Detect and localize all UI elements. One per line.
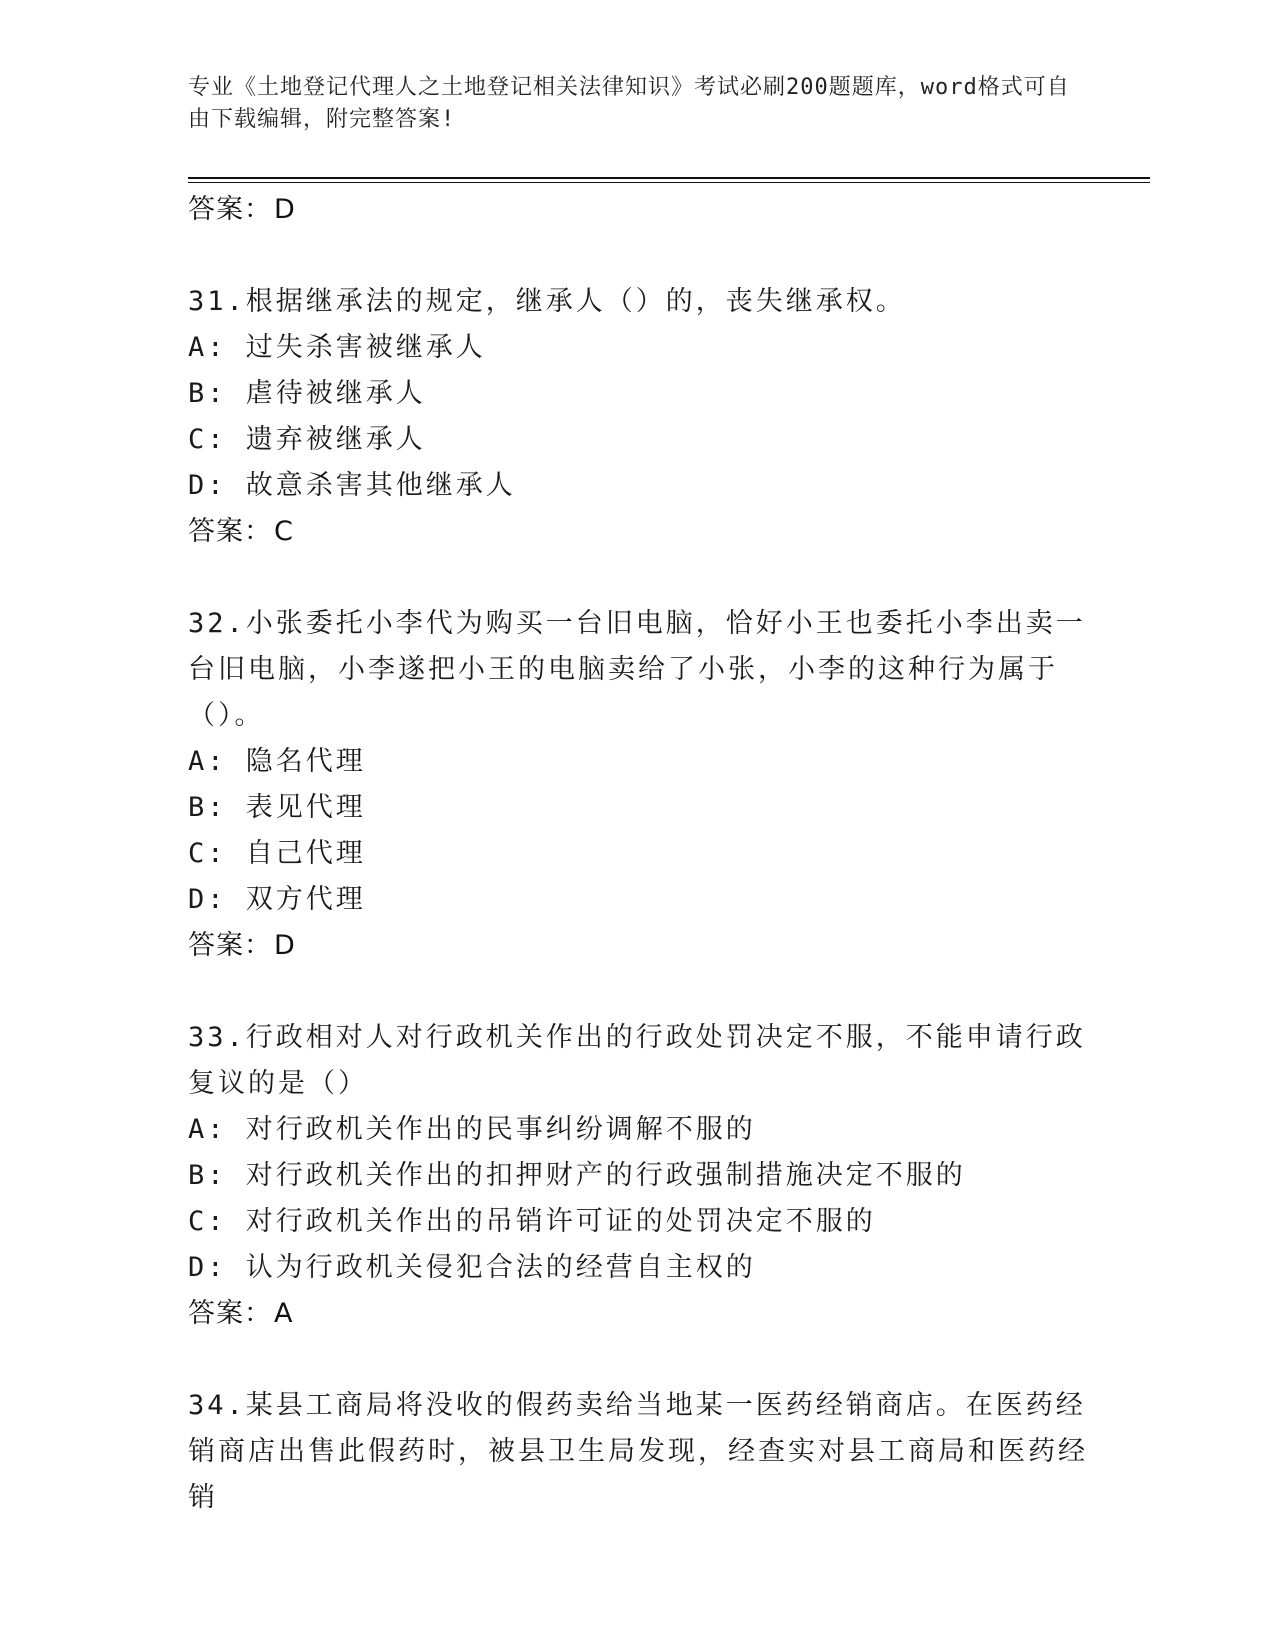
option-b: B: 表见代理 [188,792,366,823]
option-c: C: 自己代理 [188,838,366,869]
answer-value: C [274,516,294,547]
header-rule-thick [188,177,1150,179]
answer-line [188,187,1088,233]
question-text: 33.行政相对人对行政机关作出的行政处罚决定不服，不能申请行政复议的是（） [188,1022,1086,1099]
option-c: C: 对行政机关作出的吊销许可证的处罚决定不服的 [188,1206,876,1237]
question-text: 34.某县工商局将没收的假药卖给当地某一医药经销商店。在医药经销商店出售此假药时，被县卫生局发现，经查实对县工商局和医药经销 [188,1390,1088,1513]
question-31 [188,279,1088,555]
option-a: A: 对行政机关作出的民事纠纷调解不服的 [188,1114,756,1145]
answer-label: 答案： [188,516,272,547]
question-33 [188,1015,1088,1337]
answer-label: 答案： [188,194,272,225]
header-rule-thin [188,182,1150,183]
answer-line [188,1291,1088,1337]
option-a: A: 隐名代理 [188,746,366,777]
option-a: A: 过失杀害被继承人 [188,332,486,363]
option-b: B: 虐待被继承人 [188,378,426,409]
option-d: D: 双方代理 [188,884,366,915]
answer-line [188,923,1088,969]
question-32 [188,601,1088,969]
option-d: D: 故意杀害其他继承人 [188,470,516,501]
answer-label: 答案： [188,1298,272,1329]
answer-line [188,509,1088,555]
answer-value: A [274,1298,294,1329]
option-d: D: 认为行政机关侵犯合法的经营自主权的 [188,1252,756,1283]
option-b: B: 对行政机关作出的扣押财产的行政强制措施决定不服的 [188,1160,966,1191]
answer-label: 答案： [188,930,272,961]
answer-value: D [274,194,296,225]
document-header: 专业《土地登记代理人之土地登记相关法律知识》考试必刷200题题库，word格式可自由下载编辑，附完整答案! [188,75,1070,132]
question-34 [188,1383,1088,1521]
document-body [188,187,1088,1521]
question-text: 32.小张委托小李代为购买一台旧电脑，恰好小王也委托小李出卖一台旧电脑，小李遂把小王的电脑卖给了小张，小李的这种行为属于（）。 [188,608,1086,731]
question-text: 31.根据继承法的规定，继承人（）的，丧失继承权。 [188,286,906,317]
answer-value: D [274,930,296,961]
option-c: C: 遗弃被继承人 [188,424,426,455]
